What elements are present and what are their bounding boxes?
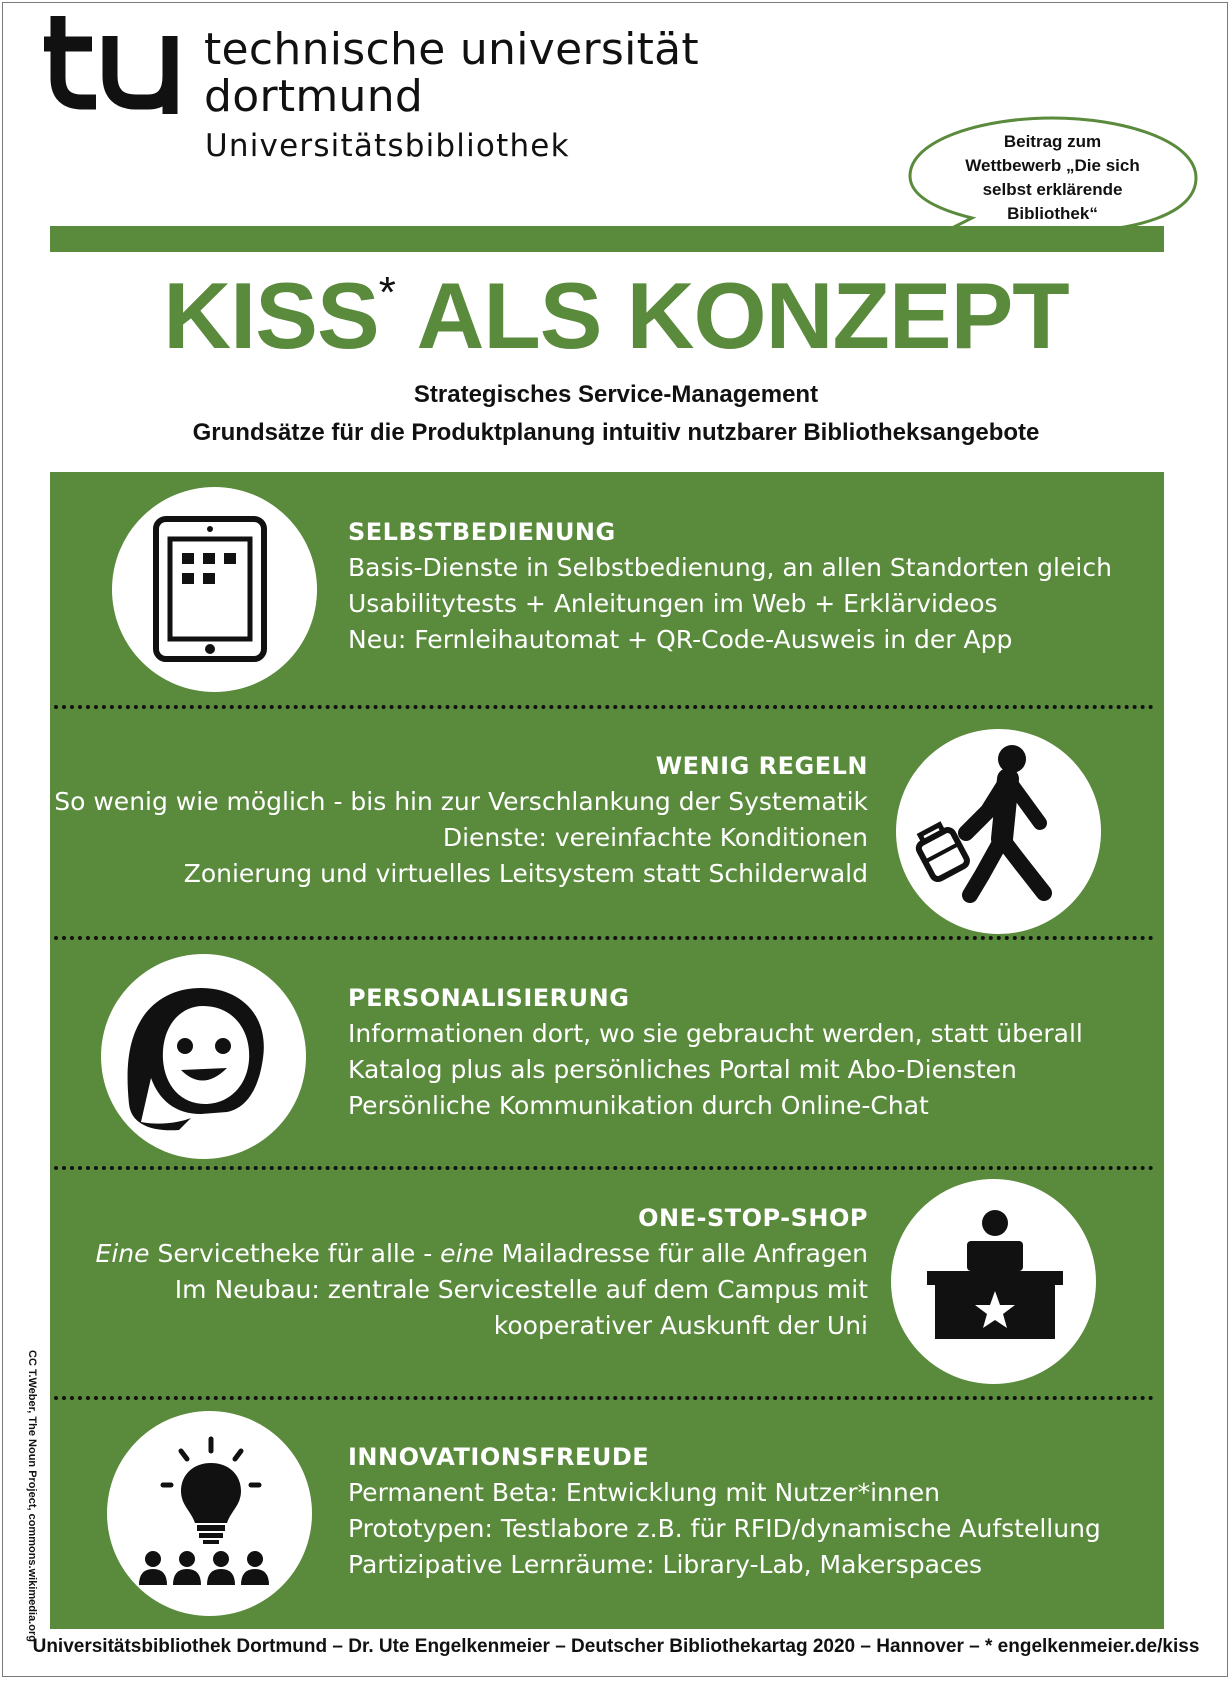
bubble-line: Beitrag zum: [1003, 132, 1102, 151]
section-line: Informationen dort, wo sie gebraucht werden, statt überall: [348, 1019, 1083, 1048]
section-selbstbedienung: [348, 518, 1112, 658]
section-line: Zonierung und virtuelles Leitsystem statt Schilderwald: [183, 859, 868, 888]
emphasis: eine: [440, 1239, 494, 1268]
tablet-circle: [112, 487, 317, 692]
section-line: Neu: Fernleihautomat + QR-Code-Ausweis in der App: [348, 625, 1013, 654]
university-name: [204, 26, 699, 120]
section-divider: [54, 1396, 1154, 1400]
bubble-text: [930, 130, 1175, 226]
line-part: Mailadresse für alle Anfragen: [493, 1239, 868, 1268]
subtitle-line2: Grundsätze für die Produktplanung intuitiv nutzbarer Bibliotheksangebote: [192, 419, 1040, 446]
section-line: Prototypen: Testlabore z.B. für RFID/dynamische Aufstellung: [348, 1514, 1101, 1543]
image-credit: CC T.Weber, The Noun Project, commons.wikimedia.org: [26, 1350, 38, 1642]
department-name: Universitätsbibliothek: [205, 128, 570, 164]
section-line: Katalog plus als persönliches Portal mit Abo-Diensten: [348, 1055, 1017, 1084]
university-name-line2: dortmund: [204, 71, 424, 122]
section-heading: SELBSTBEDIENUNG: [348, 518, 616, 546]
bubble-line: Bibliothek“: [1007, 204, 1098, 223]
section-heading: ONE-STOP-SHOP: [638, 1204, 868, 1232]
title-part1: KISS: [163, 263, 379, 368]
face-circle: [101, 954, 306, 1159]
section-line: Dienste: vereinfachte Konditionen: [442, 823, 868, 852]
section-one-stop-shop: [96, 1204, 868, 1344]
section-line: Permanent Beta: Entwicklung mit Nutzer*innen: [348, 1478, 940, 1507]
line-part: Servicetheke für alle -: [149, 1239, 441, 1268]
section-line: Persönliche Kommunikation durch Online-Chat: [348, 1091, 929, 1120]
university-name-line1: technische universität: [204, 24, 699, 75]
bubble-line: selbst erklärende: [982, 180, 1123, 199]
lightbulb-group-icon: [107, 1411, 312, 1616]
section-line: Im Neubau: zentrale Servicestelle auf dem Campus mit: [174, 1275, 868, 1304]
walking-person-icon: [896, 729, 1101, 934]
service-desk-icon: [891, 1179, 1096, 1384]
section-heading: INNOVATIONSFREUDE: [348, 1443, 650, 1471]
walker-circle: [896, 729, 1101, 934]
section-line: Usabilitytests + Anleitungen im Web + Erklärvideos: [348, 589, 998, 618]
section-line: kooperativer Auskunft der Uni: [493, 1311, 868, 1340]
section-heading: PERSONALISIERUNG: [348, 984, 630, 1012]
section-line: So wenig wie möglich - bis hin zur Verschlankung der Systematik: [54, 787, 868, 816]
emphasis: Eine: [95, 1239, 150, 1268]
section-personalisierung: [348, 984, 1083, 1124]
desk-circle: [891, 1179, 1096, 1384]
section-heading: WENIG REGELN: [655, 752, 868, 780]
section-line: Partizipative Lernräume: Library-Lab, Makerspaces: [348, 1550, 983, 1579]
smiling-face-icon: [101, 954, 306, 1159]
section-wenig-regeln: [54, 752, 868, 892]
section-line: [96, 1236, 868, 1272]
page-title: [0, 262, 1232, 370]
tu-logo-icon: [44, 16, 180, 116]
bubble-line: Wettbewerb „Die sich: [965, 156, 1140, 175]
section-divider: [54, 705, 1154, 709]
title-part2: ALS KONZEPT: [394, 263, 1069, 368]
idea-circle: [107, 1411, 312, 1616]
section-line: Basis-Dienste in Selbstbedienung, an allen Standorten gleich: [348, 553, 1112, 582]
title-star: *: [378, 268, 395, 317]
section-divider: [54, 936, 1154, 940]
section-divider: [54, 1166, 1154, 1170]
subtitle: [0, 376, 1232, 452]
subtitle-line1: Strategisches Service-Management: [413, 381, 819, 408]
header-bar: [50, 226, 1164, 252]
footer: Universitätsbibliothek Dortmund – Dr. Ute Engelkenmeier – Deutscher Bibliothekartag 2020 – Hannover – * engelkenmeier.de/kiss: [32, 1636, 1200, 1657]
section-innovationsfreude: [348, 1443, 1101, 1583]
tablet-icon: [112, 487, 317, 692]
